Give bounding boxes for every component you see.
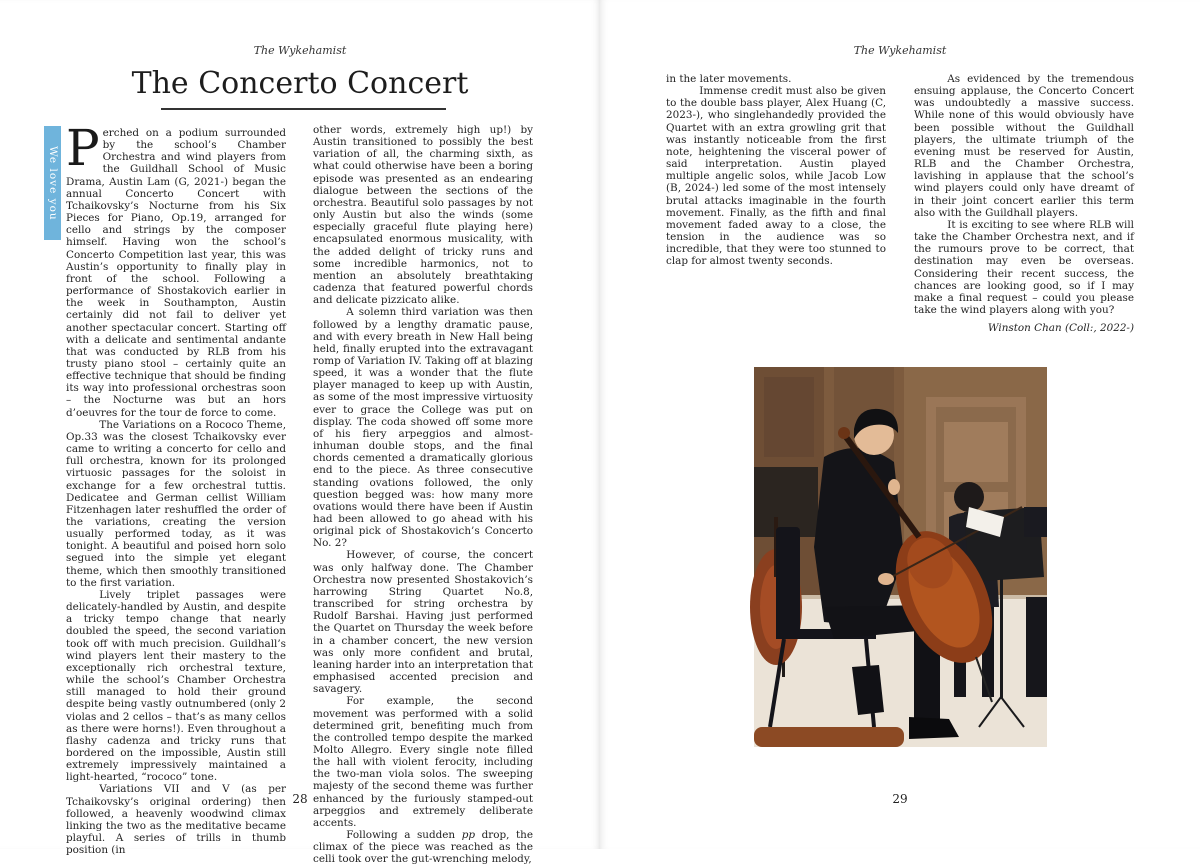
- paragraph: [66, 119, 286, 419]
- paragraph-text: drop, the climax of the piece was reached as the celli took over the gut-wrenching melody,: [313, 829, 533, 866]
- emphasis-text: pp: [461, 829, 476, 842]
- text-column-3: [666, 73, 886, 268]
- page-number: 28: [292, 792, 308, 806]
- cellist-photo-illustration: [754, 367, 1047, 747]
- article-title: The Concerto Concert: [131, 66, 469, 101]
- author-byline: Winston Chan (Coll:, 2022-): [987, 322, 1134, 335]
- text-column-4: [914, 73, 1134, 334]
- paragraph: in the later movements.: [666, 73, 792, 85]
- paragraph: The Variations on a Rococo Theme, Op.33 was the closest Tchaikovsky ever came to writing a concerto for cello and full orchestra, known for its prolonged virtuosic passages for the soloist in exchange for a few orchestral tuttis. Dedicatee and German cellist William Fitzenhagen later reshuffled the order of the variations, creating the version usually performed today, as it was tonight. A beautiful and poised horn solo segued into the simple yet elegant theme, which then smoothly transitioned to the first variation.: [66, 418, 286, 589]
- text-column-2: [313, 124, 533, 866]
- title-underline: [161, 108, 446, 110]
- running-head: The Wykehamist: [853, 44, 947, 57]
- side-tag: We love you Austin: [44, 126, 61, 240]
- paragraph: As evidenced by the tremendous ensuing applause, the Concerto Concert was undoubtedly a massive success. While none of this would obviously have been possible without the Guildhall players, the ultimate triumph of the evening must be reserved for Austin, RLB and the Chamber Orchestra, lavishing in applause that the school’s wind players could only have dreamt of in their joint concert earlier this term also with the Guildhall players.: [914, 73, 1134, 219]
- paragraph: [313, 829, 533, 865]
- paragraph-text: erched on a podium surrounded by the school’s Chamber Orchestra and wind players from the Guildhall School of Music Drama, Austin Lam (G, 2021-) began the annual Concerto Concert with Tchaikovsky’s Nocturne from his Six Pieces for Piano, Op.19, arranged for cello and strings by the composer himself. Having won the school’s Concerto Competition last year, this was Austin’s opportunity to finally play in front of the school. Following a performance of Shostakovich earlier in the week in Southampton, Austin certainly did not fail to deliver yet another spectacular concert. Starting off with a delicate and sentimental andante that was conducted by RLB from his trusty piano stool – certainly quite an effective technique that should be finding its way into professional orchestras soon – the Nocturne was but an hors d’oeuvres for the tour de force to come.: [66, 127, 286, 419]
- paragraph: A solemn third variation was then followed by a lengthy dramatic pause, and with every breath in New Hall being held, finally erupted into the extravagant romp of Variation IV. Taking off at blazing speed, it was a wonder that the flute player managed to keep up with Austin, as some of the most impressive virtuosity ever to grace the College was put on display. The coda showed off some more of his fiery arpeggios and almost-inhuman double stops, and the final chords cemented a dramatically glorious end to the piece. As three consecutive standing ovations followed, the only question begged was: how many more ovations would there have been if Austin had been allowed to go ahead with his original pick of Shostakovich’s Concerto No. 2?: [313, 306, 533, 550]
- paragraph: other words, extremely high up!) by Austin transitioned to possibly the best variation of all, the charming sixth, as what could otherwise have been a boring episode was presented as an endearing dialogue between the sections of the orchestra. Beautiful solo passages by not only Austin but also the winds (some especially graceful flute playing here) encapsulated enormous musicality, with the added delight of tricky runs and some incredible harmonics, not to mention an absolutely breathtaking cadenza that featured powerful chords and delicate pizzicato alike.: [313, 124, 533, 307]
- paragraph: Variations VII and V (as per Tchaikovsky’s original ordering) then followed, a heavenly woodwind climax linking the two as the meditative became playful. A series of trills in thumb position (in: [66, 783, 286, 857]
- paragraph: For example, the second movement was performed with a solid determined grit, benefiting much from the controlled tempo despite the marked Molto Allegro. Every single note filled the hall with violent ferocity, including the two-man viola solos. The sweeping majesty of the second theme was further enhanced by the furiously stamped-out arpeggios and extremely deliberate accents.: [313, 695, 533, 829]
- paragraph: Immense credit must also be given to the double bass player, Alex Huang (C, 2023-), who singlehandedly provided the Quartet with an extra growling grit that was instantly noticeable from the first note, heightening the visceral power of said interpretation. Austin played multiple angelic solos, while Jacob Low (B, 2024-) led some of the most intensely brutal attacks imaginable in the fourth movement. Finally, as the fifth and final movement faded away to a close, the tension in the audience was so incredible, that they were too stunned to clap for almost twenty seconds.: [666, 85, 886, 268]
- paragraph-text: Following a sudden: [346, 829, 462, 842]
- cellist-photo: [754, 367, 1047, 747]
- drop-cap: P: [66, 119, 100, 177]
- text-column-1: [66, 119, 286, 857]
- paragraph: Lively triplet passages were delicately-handled by Austin, and despite a tricky tempo change that nearly doubled the speed, the second variation took off with much precision. Guildhall’s wind players lent their mastery to the exceptionally rich orchestral texture, while the school’s Chamber Orchestra still managed to hold their ground despite being vastly outnumbered (only 2 violas and 2 cellos – that’s as many cellos as there were horns!). Even throughout a flashy cadenza and tricky runs that bordered on the impossible, Austin still extremely impressively maintained a light-hearted, “rococo” tone.: [66, 588, 286, 784]
- page-number: 29: [892, 792, 908, 806]
- paragraph: It is exciting to see where RLB will take the Chamber Orchestra next, and if the rumours prove to be correct, that destination may even be overseas. Considering their recent success, the chances are looking good, so if I may make a final request – could you please take the wind players along with you?: [914, 218, 1134, 316]
- paragraph: However, of course, the concert was only halfway done. The Chamber Orchestra now presented Shostakovich’s harrowing String Quartet No.8, transcribed for string orchestra by Rudolf Barshai. Having just performed the Quartet on Thursday the week before in a chamber concert, the new version was only more confident and brutal, leaning harder into an interpretation that emphasised accented precision and savagery.: [313, 549, 533, 696]
- running-head: The Wykehamist: [253, 44, 347, 57]
